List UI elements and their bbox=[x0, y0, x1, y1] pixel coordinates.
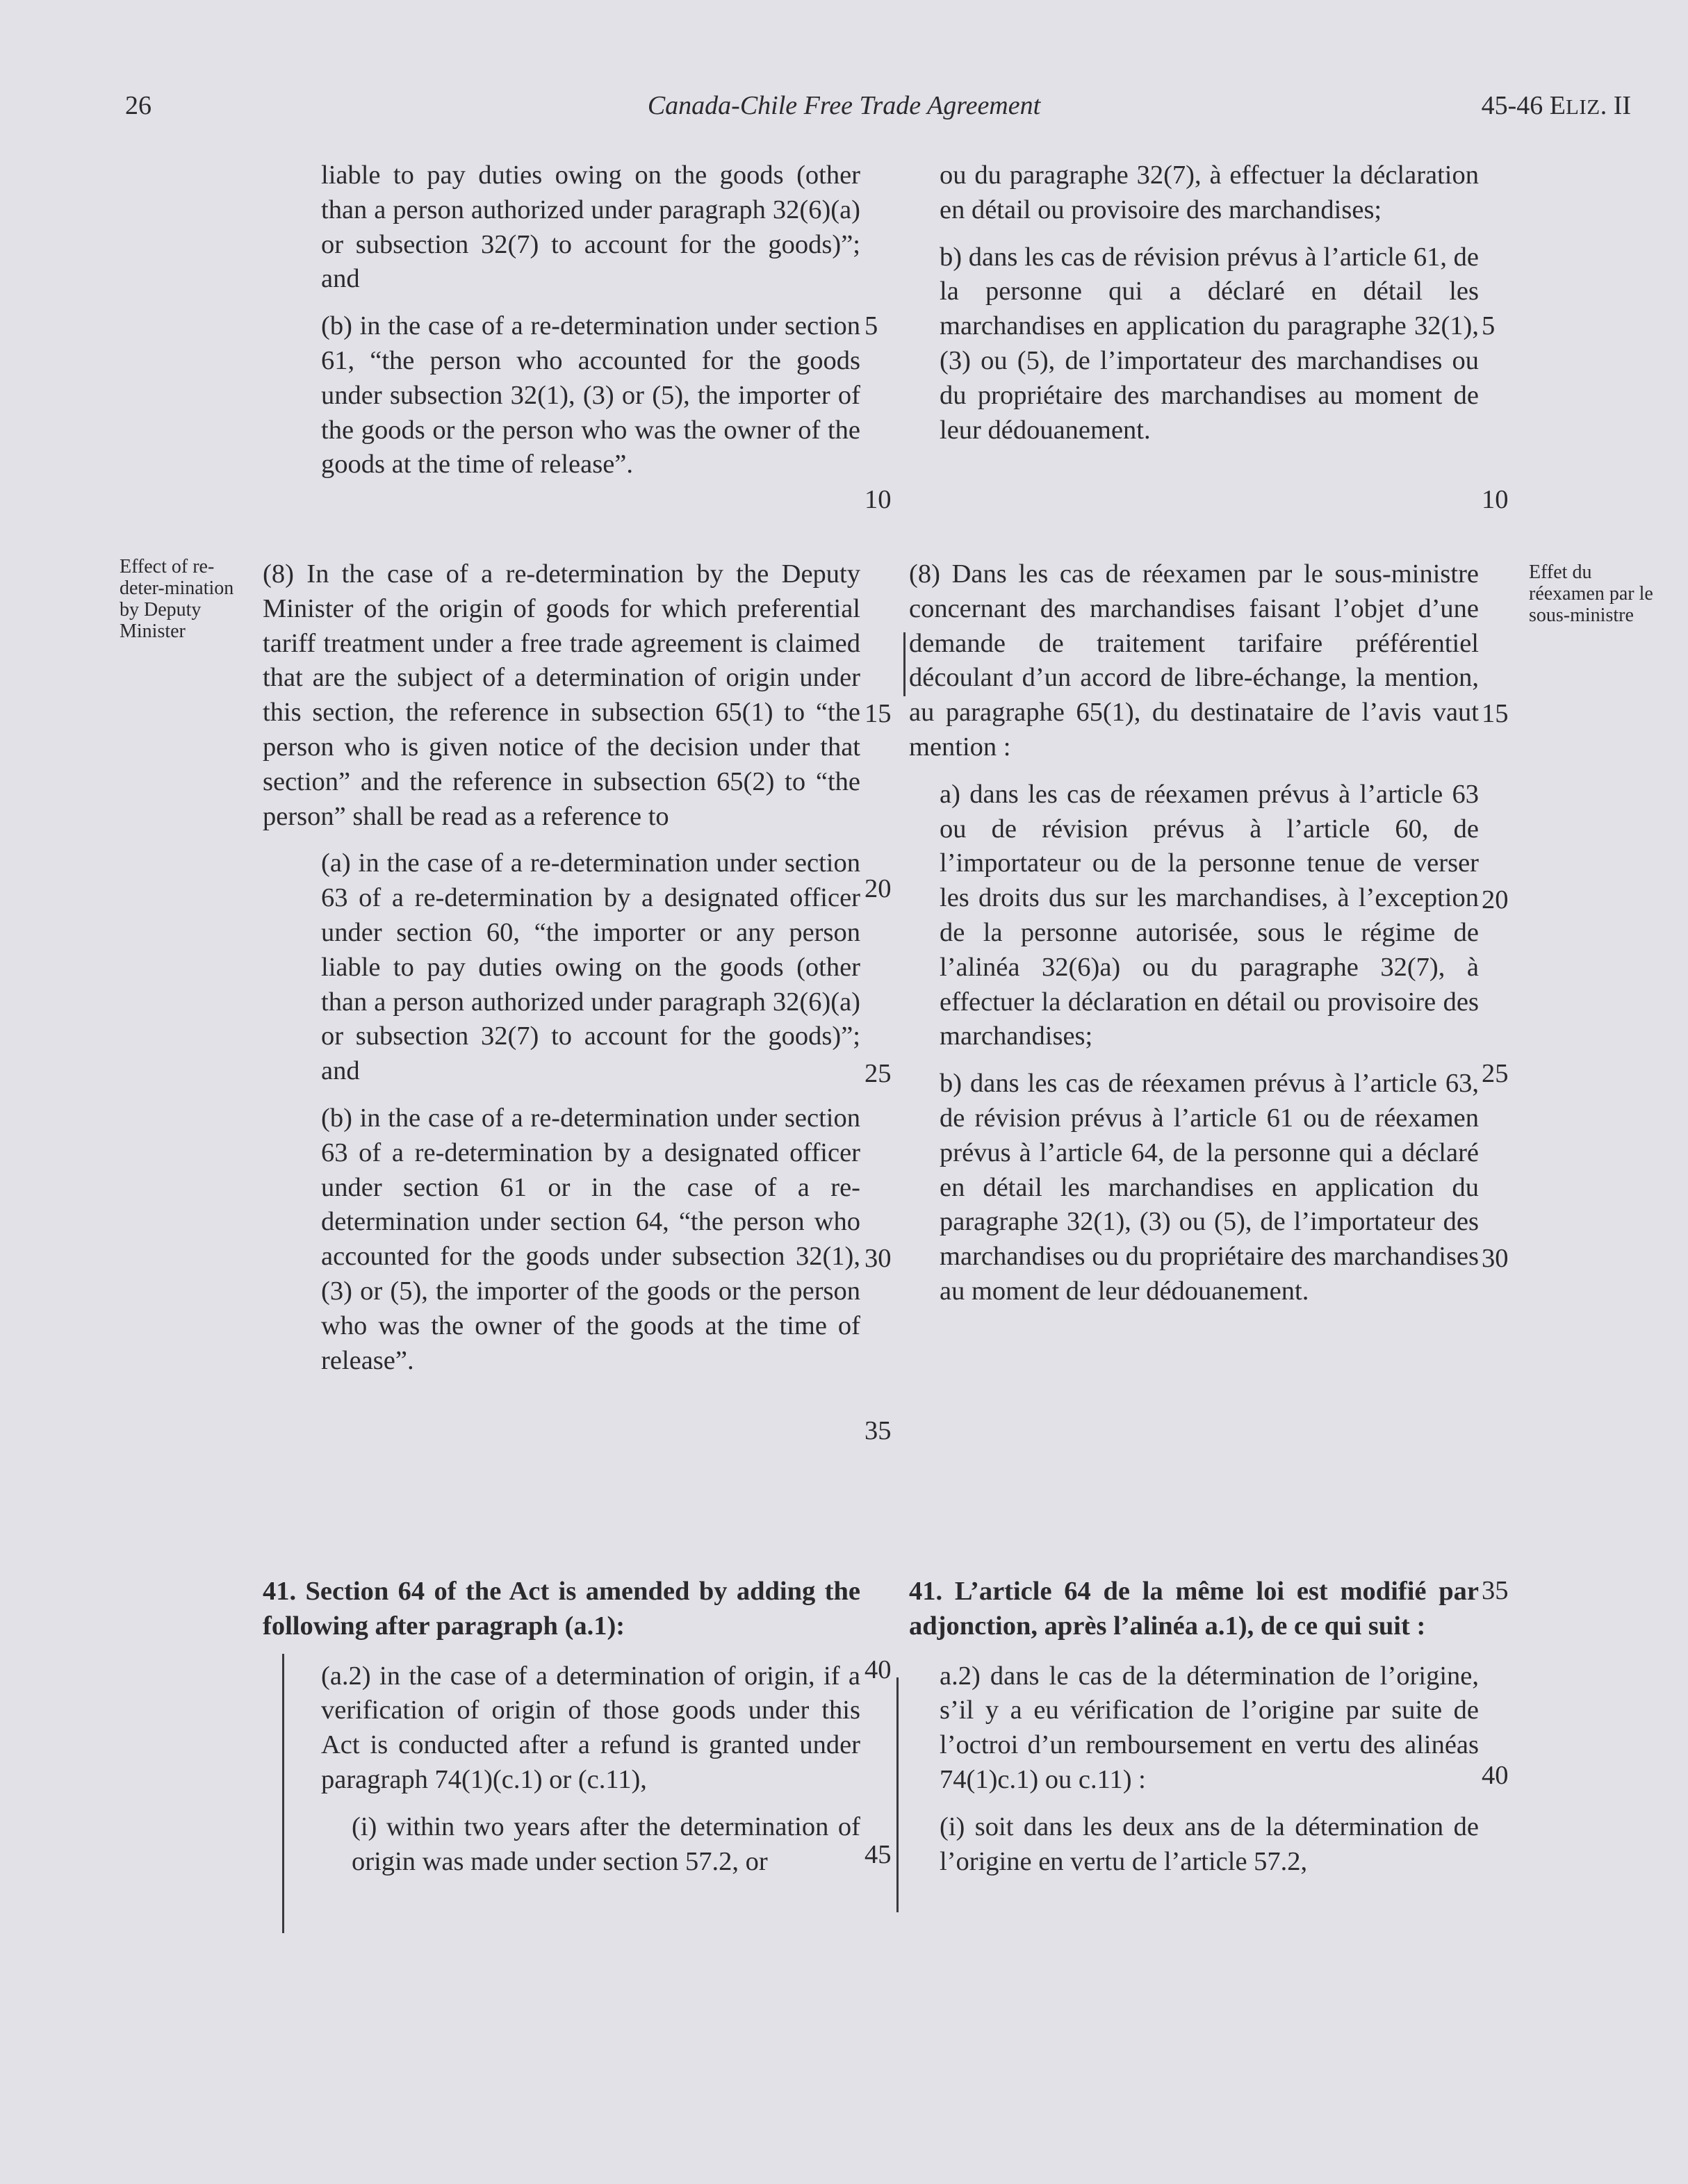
english-clause-41-block bbox=[263, 1575, 860, 1891]
page-number: 26 bbox=[125, 91, 151, 120]
english-paragraph-b: (b) in the case of a re-determination under section 61, “the person who accounted for the goods under subsection 32(1), (3) or (5), the importer of the goods or the person who was the owner of the goods at the time of release”. bbox=[321, 311, 860, 479]
english-subsection-8-block bbox=[263, 557, 860, 1390]
line-number: 30 bbox=[865, 1244, 892, 1273]
regnal-year: 45-46 ELIZ. II bbox=[1481, 91, 1631, 120]
line-number: 40 bbox=[865, 1655, 892, 1684]
french-a2-i: (i) soit dans les deux ans de la détermination de l’origine en vertu de l’article 57.2, bbox=[940, 1812, 1479, 1876]
line-number: 40 bbox=[1482, 1761, 1509, 1790]
line-number: 20 bbox=[1482, 885, 1509, 914]
french-clause-41: 41. L’article 64 de la même loi est modifié par adjonction, après l’alinéa a.1), de ce qui suit : bbox=[909, 1577, 1479, 1641]
line-number: 25 bbox=[865, 1059, 892, 1088]
line-number: 5 bbox=[1482, 311, 1496, 340]
line-number: 45 bbox=[865, 1840, 892, 1869]
line-number: 10 bbox=[865, 485, 892, 514]
french-column bbox=[909, 158, 1479, 460]
line-number: 25 bbox=[1482, 1059, 1509, 1088]
marginal-note-en: Effect of re-deter-mination by Deputy Minister bbox=[120, 556, 234, 642]
french-8-a: a) dans les cas de réexamen prévus à l’article 63 ou de révision prévus à l’article 60, de l’importateur ou de la personne tenue de verser les droits dus sur les marchandises, à l’exception de la personne autorisée, sous le régime de l’alinéa 32(6)a) ou du paragraphe 32(7), à effectuer la déclaration en détail ou provisoire des marchandises; bbox=[940, 779, 1479, 1051]
french-clause-41-block bbox=[909, 1575, 1479, 1891]
line-number: 35 bbox=[865, 1416, 892, 1445]
english-8-a: (a) in the case of a re-determination under section 63 of a re-determination by a designated officer under section 60, “the importer or any person liable to pay duties owing on the goods (other than a person authorized under paragraph 32(6)(a) or subsection 32(7) to account for the goods)”; and bbox=[321, 848, 860, 1086]
french-subsection-8: (8) Dans les cas de réexamen par le sous-ministre concernant des marchandises faisant l’objet d’une demande de traitement tarifaire préférentiel découlant d’un accord de libre-échange, la mention, au paragraphe 65(1), du destinataire de l’avis vaut mention : bbox=[909, 559, 1479, 762]
english-a2-i: (i) within two years after the determination of origin was made under section 57.2, or bbox=[352, 1812, 860, 1876]
line-number: 20 bbox=[865, 874, 892, 903]
change-bar-fr-8 bbox=[903, 632, 906, 696]
english-clause-41: 41. Section 64 of the Act is amended by adding the following after paragraph (a.1): bbox=[263, 1577, 860, 1641]
running-title: Canada-Chile Free Trade Agreement bbox=[647, 91, 1041, 120]
line-number: 30 bbox=[1482, 1244, 1509, 1273]
english-a2: (a.2) in the case of a determination of origin, if a verification of origin of those goods under this Act is conducted after a refund is granted under paragraph 74(1)(c.1) or (c.11), bbox=[321, 1661, 860, 1794]
line-number: 35 bbox=[1482, 1576, 1509, 1605]
line-number: 15 bbox=[1482, 699, 1509, 728]
line-number: 10 bbox=[1482, 485, 1509, 514]
french-subsection-8-block bbox=[909, 557, 1479, 1322]
french-a2: a.2) dans le cas de la détermination de l’origine, s’il y a eu vérification de l’origine par suite de l’octroi d’un remboursement en vertu des alinéas 74(1)c.1) ou c.11) : bbox=[940, 1661, 1479, 1794]
line-number: 5 bbox=[865, 311, 878, 340]
french-paragraph-b: b) dans les cas de révision prévus à l’article 61, de la personne qui a déclaré en détail les marchandises en application du paragraphe 32(1), (3) ou (5), de l’importateur des marchandises ou du propriétaire des marchandises au moment de leur dédouanement. bbox=[940, 242, 1479, 445]
french-continuation: ou du paragraphe 32(7), à effectuer la déclaration en détail ou provisoire des marchandises; bbox=[940, 161, 1479, 224]
english-column bbox=[290, 158, 860, 495]
line-number: 15 bbox=[865, 699, 892, 728]
english-8-b: (b) in the case of a re-determination under section 63 of a re-determination by a designated officer under section 61 or in the case of a re-determination under section 64, “the person who accounted for the goods under subsection 32(1), (3) or (5), the importer of the goods or the person who was the owner of the goods at the time of release”. bbox=[321, 1103, 860, 1375]
english-subsection-8: (8) In the case of a re-determination by the Deputy Minister of the origin of goods for which preferential tariff treatment under a free trade agreement is claimed that are the subject of a determination of origin under this section, the reference in subsection 65(1) to “the person who is given notice of the decision under that section” and the reference in subsection 65(2) to “the person” shall be read as a reference to bbox=[263, 559, 860, 831]
marginal-note-fr: Effet du réexamen par le sous-ministre bbox=[1529, 561, 1653, 626]
change-bar-fr-41 bbox=[896, 1677, 899, 1912]
french-8-b: b) dans les cas de réexamen prévus à l’article 63, de révision prévus à l’article 61 ou de réexamen prévus à l’article 64, de la personne qui a déclaré en détail les marchandises en application du paragraphe 32(1), (3) ou (5), de l’importateur des marchandises ou du propriétaire des marchandises au moment de leur dédouanement. bbox=[940, 1069, 1479, 1306]
english-continuation: liable to pay duties owing on the goods (other than a person authorized under paragraph 32(6)(a) or subsection 32(7) to account for the goods)”; and bbox=[321, 161, 860, 294]
change-bar-en-41 bbox=[282, 1654, 284, 1933]
